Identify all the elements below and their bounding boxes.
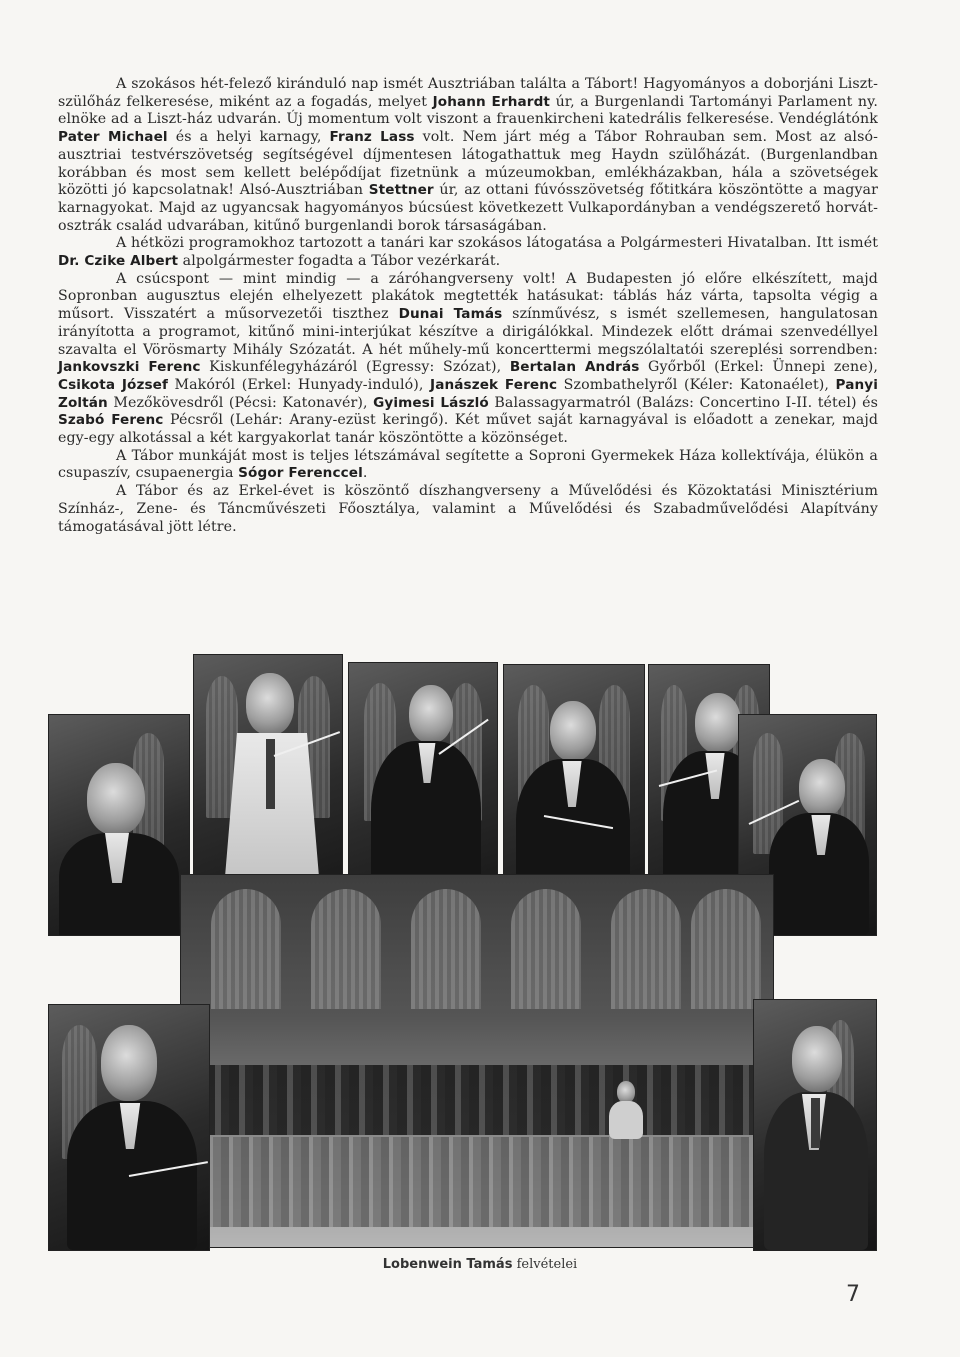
- person-name: Sógor Ferenccel: [238, 465, 363, 482]
- photo-concert-stage: [180, 874, 774, 1248]
- person-name: Csikota József: [58, 376, 168, 393]
- paragraph-1: A szokásos hét-felező kiránduló nap ismét Ausztriában találta a Tábort! Hagyományos a doborjáni Liszt-szülőház felkeresése, miként az a fogadás, melyet Johann Erhardt úr, a Burgenlandi Tartományi Parlament ny. elnöke ad a Liszt-ház udvarán. Új momentum volt viszont a frauenkircheni katedrális felkeresése. Vendéglátónk Pater Michael és a helyi karnagy, Franz Lass volt. Nem járt még a Tábor Rohrauban sem. Most az alsó-ausztriai testvérszövetség segítségével díjmentesen látogathattuk meg Haydn szülőházát. (Burgenlandban korábban és most sem kellett belépődíjat fizetnünk a múzeumokban, emlékházakban, hála a szövetségek közötti jó kapcsolatnak! Alsó-Ausztriában Stettner úr, az ottani fúvósszövetség főtitkára köszöntötte a magyar karnagyokat. Majd az ugyancsak hagyományos búcsúest következett Vulkapordányban a vendégszerető horvát-osztrák család udvarában, kitűnő burgenlandi borok társaságában.: [58, 76, 878, 234]
- page-number: 7: [846, 1282, 860, 1307]
- credit-suffix: felvételei: [512, 1257, 578, 1272]
- paragraph-5: A Tábor és az Erkel-évet is köszöntő díszhangverseny a Művelődési és Közoktatási Minisztérium Színház-, Zene- és Táncművészeti Főosztálya, valamint a Művelődési és Szabadművelődési Alapítvány támogatásával jött létre.: [58, 483, 878, 535]
- photo-collage: [48, 644, 875, 1249]
- person-name: Johann Erhardt: [432, 93, 551, 110]
- person-name: Janászek Ferenc: [430, 376, 558, 393]
- person-name: Bertalan András: [509, 359, 640, 376]
- photo-conductor-1: [48, 714, 190, 936]
- photo-conductor-7: [48, 1004, 210, 1251]
- person-name: Szabó Ferenc: [58, 412, 164, 429]
- photo-credit: [0, 1257, 960, 1272]
- person-name: Dunai Tamás: [398, 306, 503, 323]
- person-name: Jankovszki Ferenc: [58, 359, 201, 376]
- person-name: Stettner: [368, 182, 434, 199]
- person-name: Panyi Zoltán: [58, 376, 878, 411]
- paragraph-2: A hétközi programokhoz tartozott a tanári kar szokásos látogatása a Polgármesteri Hivatalban. Itt ismét Dr. Czike Albert alpolgármester fogadta a Tábor vezérkarát.: [58, 235, 878, 270]
- person-name: Franz Lass: [329, 129, 415, 146]
- person-name: Pater Michael: [58, 129, 168, 146]
- paragraph-3: A csúcspont — mint mindig — a záróhangverseny volt! A Budapesten jó előre elkészített, majd Sopronban augusztus elején elhelyezett plakátok megtették hatásukat: táblás ház várta, tapsolta végig a műsort. Visszatért a műsorvezetői tiszthez Dunai Tamás színművész, s ismét szellemesen, hangulatosan irányította a programot, kitűnő mini-interjúkat készítve a dirigálókkal. Mindezek előtt drámai szenvedéllyel szavalta el Vörösmarty Mihály Szózatát. A hét műhely-mű koncerttermi megszólaltatói szereplési sorrendben: Jankovszki Ferenc Kiskunfélegyházáról (Egressy: Szózat), Bertalan András Győrből (Erkel: Ünnepi zene), Csikota József Makóról (Erkel: Hunyady-induló), Janászek Ferenc Szombathelyről (Kéler: Katonaélet), Panyi Zoltán Mezőkövesdről (Pécsi: Katonavér), Gyimesi László Balassagyarmatról (Balázs: Concertino I-II. tétel) és Szabó Ferenc Pécsről (Lehár: Arany-ezüst keringő). Két művet saját karnagyával is előadott a zenekar, majd egy-egy alkotással a két kargyakorlat tanár köszöntötte a közönséget.: [58, 270, 878, 447]
- person-name: Dr. Czike Albert: [58, 253, 179, 270]
- person-name: Gyimesi László: [373, 394, 489, 411]
- photographer-name: Lobenwein Tamás: [382, 1257, 513, 1272]
- photo-conductor-8: [753, 999, 877, 1251]
- article-body: [58, 76, 878, 536]
- paragraph-4: A Tábor munkáját most is teljes létszámával segítette a Soproni Gyermekek Háza kollektívája, élükön a csupaszív, csupaenergia Sógor Ferenccel.: [58, 447, 878, 482]
